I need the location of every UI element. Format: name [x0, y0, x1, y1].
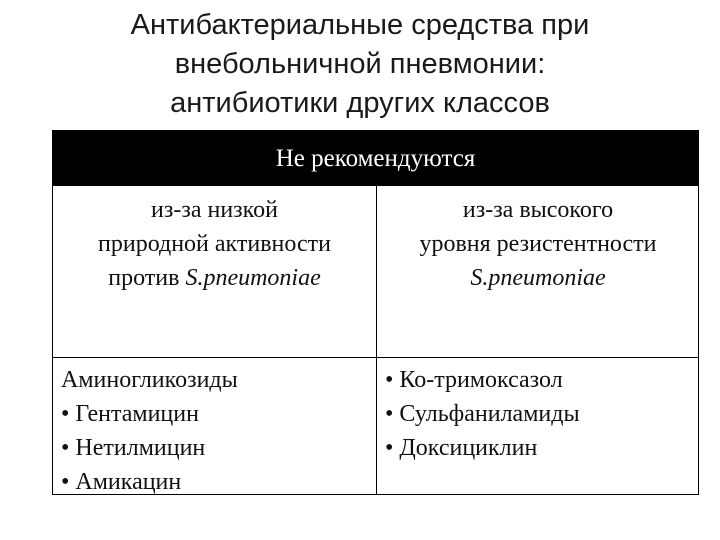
right-heading-line-1: из-за высокого [462, 197, 614, 223]
left-heading-prefix: против [108, 265, 186, 291]
left-heading-species: S.pneumoniae [185, 265, 321, 291]
left-heading-line-3 [53, 261, 376, 295]
title-line-1: Антибактериальные средства при [130, 9, 590, 41]
title-line-2: внебольничной пневмонии: [174, 48, 546, 80]
table-header: Не рекомендуются [53, 131, 698, 186]
list-item: • Нетилмицин [61, 435, 206, 461]
slide-title [0, 6, 720, 123]
title-line-3: антибиотики других классов [170, 87, 550, 119]
right-heading-line-2: уровня резистентности [419, 231, 657, 257]
left-column-heading [53, 193, 376, 295]
left-heading-line-2: природной активности [98, 231, 331, 257]
left-drug-list [61, 363, 373, 499]
list-item: • Ко-тримоксазол [385, 367, 563, 393]
list-item: Аминогликозиды [61, 367, 238, 393]
right-heading-line-3 [377, 261, 699, 295]
right-column-heading [377, 193, 699, 295]
right-drug-list [385, 363, 695, 465]
list-item: • Гентамицин [61, 401, 199, 427]
antibiotics-table [52, 130, 699, 495]
right-heading-species: S.pneumoniae [470, 265, 606, 291]
row-divider [53, 357, 698, 358]
list-item: • Доксициклин [385, 435, 538, 461]
list-item: • Сульфаниламиды [385, 401, 580, 427]
left-heading-line-1: из-за низкой [151, 197, 278, 223]
list-item: • Амикацин [61, 469, 182, 495]
